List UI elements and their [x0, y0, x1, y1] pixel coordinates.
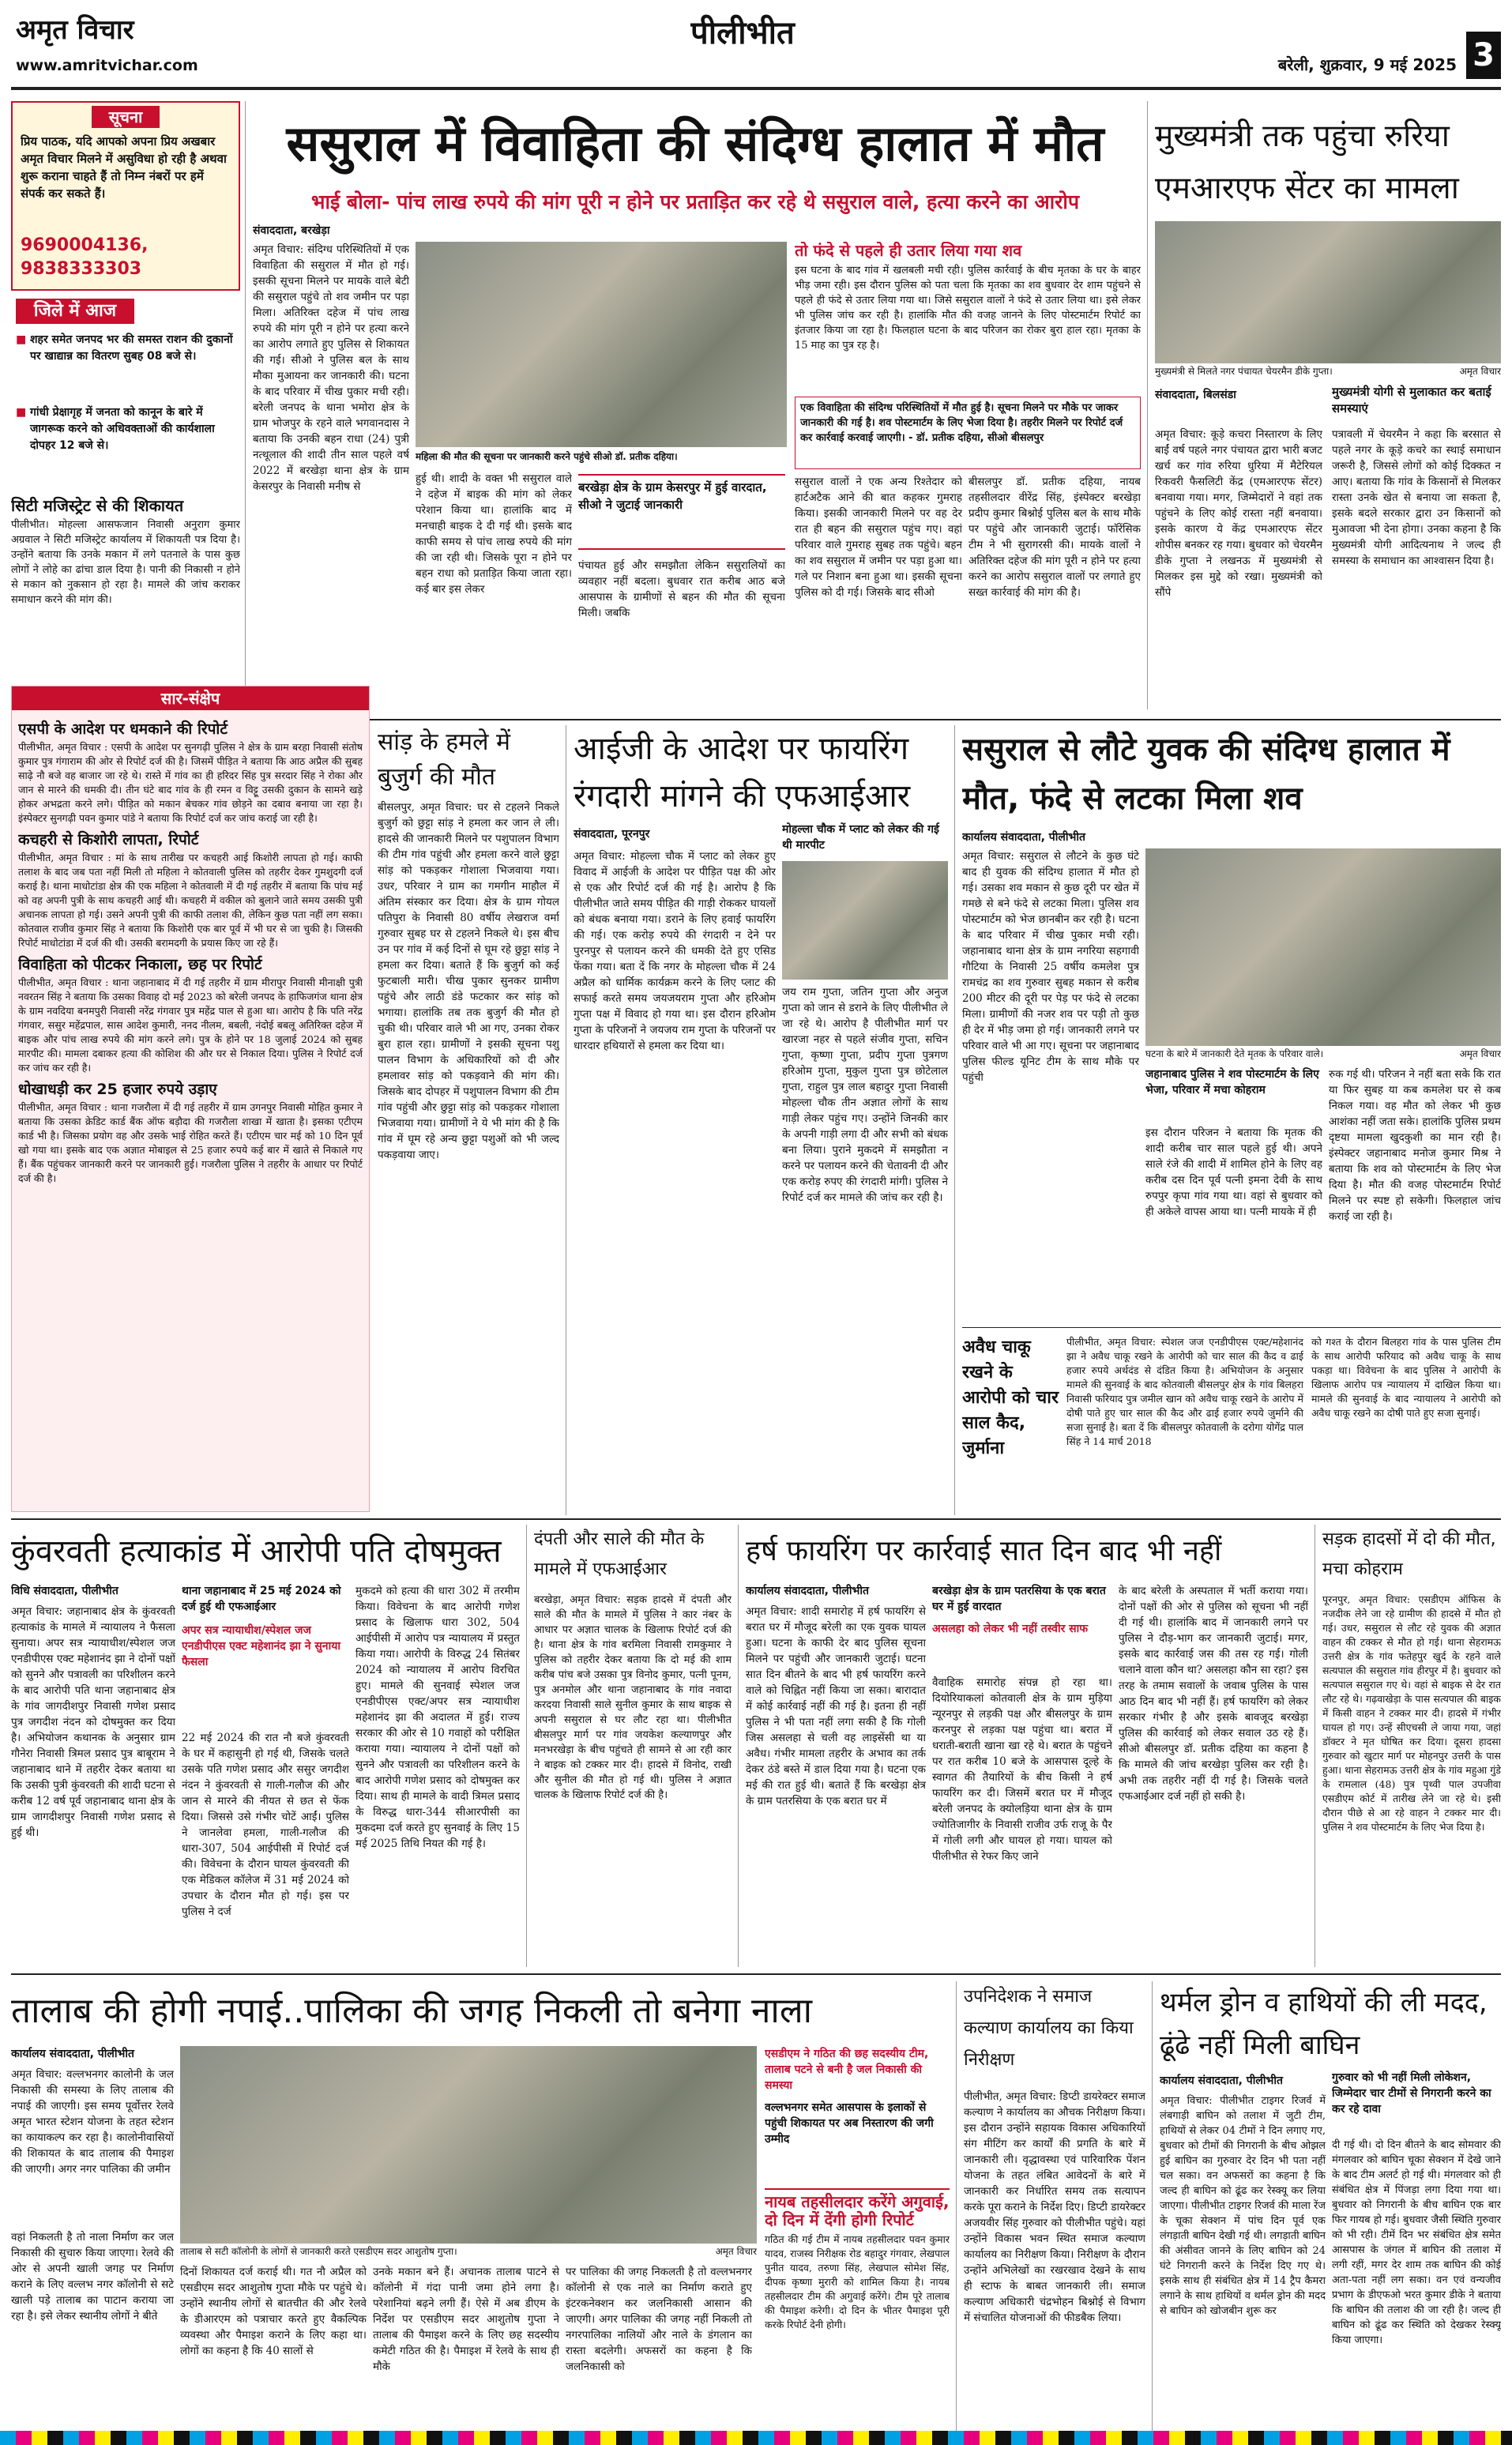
cm-photo-caption: मुख्यमंत्री से मिलते नगर पंचायत चेयरमैन डीके गुप्ता। — [1155, 366, 1333, 377]
lead-byline: संवाददाता, बरखेड़ा — [253, 224, 330, 237]
lead-column-5: बीसलपुर डॉ. प्रतीक दहिया, नायब तहसीलदार वीरेंद्र सिंह, इंस्पेक्टर बरखेड़ा प्रदीप कुमार बिश्नोई पुलिस बल के साथ मौके पर पहुंचे और जानकारी जुटाई। फॉरेंसिक टीम ने भी सुरागरसी की। मायके वालों ने अतिरिक्त दहेज की मांग पूरी न होने पर हत्या करने का आरोप ससुराल वालों पर लगाते हुए सख्त कार्रवाई की मांग की है। — [969, 476, 1141, 599]
notice-body: प्रिय पाठक, यदि आपको अपना प्रिय अखबार अमृत विचार मिलने में असुविधा हो रही है अथवा शुरू कराना चाहते हैं तो निम्न नंबरों पर हमें संपर्क कर सकते हैं। — [21, 134, 227, 201]
pond-report-text: गठित की गई टीम में नायब तहसीलदार पवन कुमार यादव, राजस्व निरीक्षक रोड बहादुर गंगवार, लेखपाल पुनीत यादव, तरुणा सिंह, लेखपाल सोमेश सिंह, दीपक कृष्णा मुरारी को शामिल किया है। नायब तहसीलदार टीम की अगुवाई करेंगे। टीम पूरे तालाब की पैमाइश करेगी। दो दिन के भीतर पैमाइश पूरी करके रिपोर्ट देनी होगी। — [765, 2233, 950, 2330]
ig-column-2: जय राम गुप्ता, जतिन गुप्ता और अनुज गुप्ता को जान से डराने के लिए पीलीभीत ले जा रहे थे। आरोप है पीलीभीत मार्ग पर खारजा नहर से पहले संजीव गुप्ता, सचिन गुप्ता, कृष्णा गुप्ता, प्रदीप गुप्ता पुत्रगण हरिओम गुप्ता, मुकुल गुप्ता पुत्र छोटेलाल गुप्ता, राहुल पुत्र लाल बहादुर गुप्ता निवासी मोहल्ला चौक तीन अज्ञात लोगों के साथ गाड़ी लेकर पहुंच गए। उन्होंने जिनकी कार के अपनी गाड़ी लगा दी और सभी को बंधक बना लिया। पुराने मुकदमे में समझौता न करने पर पलायन करने की चेतावनी दी और एक करोड़ रुपए की रंगदारी मांगी। पुलिस ने रिपोर्ट दर्ज कर मामले की जांच कर रही है। — [782, 986, 948, 1204]
pond-column-3: उनके मकान बने हैं। अचानक तालाब पाटने से कॉलोनी में गंदा पानी जमा होने लगा है। परेशानियां बढ़ने लगी हैं। ऐसे में अब डीएम के निर्देश पर एसडीएम सदर आशुतोष गुप्ता ने तालाब की पैमाइश करने के लिए छह सदस्यीय कमेटी गठित की है। पैमाइश में रेलवे के साथ ही मौके — [373, 2266, 559, 2373]
column-rule — [1152, 1981, 1153, 2436]
district-today-item — [16, 404, 235, 488]
column-rule — [738, 1525, 739, 1967]
youth-headline: ससुराल से लौटे युवक की संदिग्ध हालात में मौत, फंदे से लटका मिला शव — [962, 732, 1450, 817]
road-headline: सड़क हादसों में दो की मौत, मचा कोहराम — [1322, 1529, 1496, 1579]
ig-headline: आईजी के आदेश पर फायरिंग रंगदारी मांगने की एफआईआर — [574, 731, 911, 814]
harsh-column-3: के बाद बरेली के अस्पताल में भर्ती कराया गया। दोनों पक्षों की ओर से पुलिस को सूचना भी नहीं दी गई थी। हालांकि बाद में जानकारी लगने पर पुलिस ने दौड़-भाग कर जानकारी जुटाई। मगर, इसके बाद कार्रवाई जस की तस रह गई। गोली चलाने वाला कौन था? असलहा कौन सा रहा? इस तरह के तमाम सवालों के जवाब पुलिस के पास आठ दिन बाद भी नहीं हैं। हर्ष फायरिंग को लेकर सरकार गंभीर है और इसके बावजूद बरखेड़ा पुलिस की कार्रवाई को लेकर सवाल उठ रहे हैं। सीओ बीसलपुर डॉ. प्रतीक दहिया का कहना है कि मामले की जांच बरखेड़ा पुलिस कर रही है। अभी तक तहरीर नहीं दी गई है। जिसके चलते एफआईआर दर्ज नहीं हो सकी है। — [1119, 1585, 1308, 1803]
kunwarvati-headline: कुंवरवती हत्याकांड में आरोपी पति दोषमुक्त — [11, 1533, 502, 1570]
notice-title: सूचना — [92, 106, 160, 128]
arms-headline: अवैध चाकू रखने के आरोपी को चार साल कैद, जुर्माना — [962, 1337, 1059, 1458]
cm-column-2: पत्रावली में चेयरमैन ने कहा कि बरसात से पहले नगर के कूड़े कचरे का स्थाई समाधान जरूरी है, जिससे लोगों को कोई दिक्कत न आए। बताया कि गांव के किसानों से मिलकर रास्ता उनके खेत से बनाया जा सकता है, इसके बदले सरकार द्वारा उन किसानों को मुआवजा भी देना होगा। उनका कहना है कि मुख्यमंत्री योगी आदित्यनाथ ने जल्द ही समस्या के समाधान का आश्वासन दिया है। — [1332, 428, 1501, 567]
kunwarvati-byline: विधि संवाददाता, पीलीभीत — [11, 1585, 118, 1597]
youth-photo-caption: घटना के बारे में जानकारी देते मृतक के परिवार वाले। — [1145, 1048, 1324, 1059]
harsh-pull-2: असलहा को लेकर भी नहीं तस्वीर साफ — [932, 1623, 1089, 1635]
website-link[interactable]: www.amritvichar.com — [16, 57, 198, 74]
pond-photo — [180, 2046, 757, 2244]
welfare-text: पीलीभीत, अमृत विचार: डिप्टी डायरेक्टर समाज कल्याण ने कार्यालय का औचक निरीक्षण किया। इस दौरान उन्होंने सहायक विकास अधिकारियों संग मीटिंग कर कार्यों की प्रगति के बारे में जानकारी ली। वृद्धावस्था एवं पारिवारिक पेंशन योजना के तहत लंबित आवेदनों के बारे में जानकारी कर निर्धारित समय तक सत्यापन करके पूरा कराने के निर्देश दिए। डिप्टी डायरेक्टर अजयवीर सिंह गुरुवार को पीलीभीत पहुंचे। यहां उन्होंने विकास भवन स्थित समाज कल्याण कार्यालय का निरीक्षण किया। निरीक्षण के दौरान उन्होंने अभिलेखों का रखरखाव देखने के साथ ही स्टाफ के बाबत जानकारी ली। समाज कल्याण अधिकारी चंद्रभोहन बिश्नोई से विभाग में संचालित योजनाओं की फीडबैक लिया। — [964, 2090, 1145, 2324]
ig-pull: मोहल्ला चौक में प्लाट को लेकर की गई थी मारपीट — [782, 823, 939, 852]
briefs-list — [18, 715, 363, 1505]
pond-report-headline: नायब तहसीलदार करेंगे अगुवाई, दो दिन में देंगी होगी रिपोर्ट — [765, 2192, 950, 2229]
masthead — [11, 8, 1501, 96]
pond-headline: तालाब की होगी नपाई..पालिका की जगह निकली तो बनेगा नाला — [11, 1991, 813, 2031]
column-rule — [526, 1525, 527, 1967]
color-bar — [0, 2431, 1512, 2445]
brief-text: पीलीभीत, अमृत विचार : थाना गजरौला में दी गई तहरीर में ग्राम उगनपुर निवासी मोहित कुमार ने बताया कि उसका क्रेडिट कार्ड बैंक ऑफ बड़ौदा की गजरौला शाखा में खाता है। इसका एटीएम कार्ड भी है। जिसका प्रयोग वह और उसके भाई रोहित करते हैं। एटीएम चार मई को 10 दिन पूर्व खो गया था। इसके बाद एक अज्ञात मोबाइल से 25 हजार रुपये कई बार में खाते से निकाले गए हैं। बैंक पहुंचकर जानकारी करने पर जानकारी हुई। गजरौला पुलिस ने तहरीर के आधार पर रिपोर्ट दर्ज की है। — [18, 1101, 363, 1184]
tigress-column-2: दी गई थी। दो दिन बीतने के बाद सोमवार की मंगलवार को बाघिन चूका सेक्शन में देखे जाने के बाद टीम अलर्ट हो गई थी। मंगलवार को ही संबंधित क्षेत्र में पिंजड़ा लगा दिया गया था। बुधवार को निगरानी के बीच बाघिन एक बार फिर गायब हो गई। बुधवार जैसी स्थिति गुरुवार को भी रही। टीमें दिन भर संबंधित क्षेत्र समेत आसपास के जंगल में बाघिन की तलाश में लगी रहीं, मगर देर शाम तक बाघिन की कोई अता-पता नहीं लग सका। वन एवं वन्यजीव प्रभाग के डीएफओ भरत कुमार डीके ने बताया कि बाघिन की तलाश की जा रही है। जल्द ही बाघिन को ढूंढ कर स्थिति को देखकर रेस्क्यू किया जाएगा। — [1332, 2139, 1501, 2346]
brief-headline: विवाहिता को पीटकर निकाला, छह पर रिपोर्ट — [18, 956, 262, 973]
brief-text: पीलीभीत, अमृत विचार : मां के साथ तारीख पर कचहरी आई किशोरी लापता हो गई। काफी तलाश के बाद जब पता नहीं मिली तो महिला ने कोतवाली पुलिस को तहरीर देकर गुमशुदगी दर्ज कराई है। थाना माधोटांडा क्षेत्र की एक महिला ने कोतवाली में दी गई तहरीर में बताया कि पांच मई को वह अपनी पुत्री के साथ कचहरी आई थी। कचहरी में वकील को बुलाने जाते समय उसकी पुत्री अचानक लापता हो गई। उसने अपनी पुत्री की काफी तलाश की, लेकिन कुछ पता नहीं लग सका। कोतवाल राजीव कुमार सिंह ने बताया कि किशोरी एक बार पूर्व में भी घर से जा चुकी है। जिसकी रिपोर्ट माधोटांडा में दर्ज की थी। उसकी बरामदगी के प्रयास किए जा रहे हैं। — [18, 852, 363, 949]
brief-headline: सिटी मजिस्ट्रेट से की शिकायत — [11, 496, 184, 515]
youth-photo-credit: अमृत विचार — [1459, 1048, 1501, 1059]
column-rule — [1147, 101, 1148, 709]
pond-column-4: पर पालिका की जगह निकलती है तो वल्लभनगर कॉलोनी से एक नाले का निर्माण कराते हुए इंटरकनेक्शन कर जलनिकासी आसान की जाएगी। अगर पालिका की जगह नहीं निकली तो नगरपालिका नालियों और नाले के डंगलान का रास्ता बदलेगी। अफसरों का कहना है कि जलनिकासी को — [566, 2266, 752, 2373]
pond-pull-2: वल्लभनगर समेत आसपास के इलाकों से पहुंची शिकायत पर अब निस्तारण की जगी उम्मीद — [765, 2101, 934, 2146]
brief-text: पीलीभीत, अमृत विचार : एसपी के आदेश पर सुनगढ़ी पुलिस ने क्षेत्र के ग्राम बरहा निवासी संतोष कुमार पुत्र गंगाराम की ओर से रिपोर्ट दर्ज की है। जिसमें पीड़ित ने बताया कि आठ अप्रैल की सुबह साढ़े नौ बजे वह बाजार जा रहे थे। रास्ते में गांव का ही हरिदर सिंह पुत्र सरदार सिंह ने रोका और जान से मारने की धमकी दी। तीन घंटे बाद गांव के ही रमन व विट्टू उसकी दुकान के सामने खड़े होकर अभद्रता करने लगे। पीड़ित को मकान बेचकर गांव छोड़ने का दबाव बनाया जा रहा है। इंस्पेक्टर सुनगढ़ी पवन कुमार पांडे ने बताया कि रिपोर्ट दर्ज कर जांच कराई जा रही है। — [18, 741, 363, 824]
column-rule — [956, 1981, 957, 2436]
arms-column-1: पीलीभीत, अमृत विचार: स्पेशल जज एनडीपीएस एक्ट/महेशानंद झा ने अवैध चाकू रखने के आरोपी को चार साल की कैद व ढाई हजार रुपये अर्थदंड से दंडित किया है। अभियोजन के अनुसार मामले की सुनवाई के बाद कोतवाली बीसलपुर क्षेत्र के गांव बिलहरा निवासी फरियाद पुत्र जमील खान को अवैध चाकू रखने के आरोप में दोषी पाते हुए चार साल की कैद और ढाई हजार रुपये जुर्माने की सजा सुनाई है। बता दें कि बीसलपुर कोतवाली के दरोगा योगेंद्र पाल सिंह ने 14 मार्च 2018 — [1066, 1336, 1303, 1447]
kunwarvati-pull-2: अपर सत्र न्यायाधीश/स्पेशल जज एनडीपीएस एक्ट महेशानंद झा ने सुनाया फैसला — [182, 1624, 340, 1668]
briefs-title: सार-संक्षेप — [12, 686, 369, 710]
harsh-pull-1: बरखेड़ा क्षेत्र के ग्राम पतरसिया के एक बरात घर में हुई वारदात — [932, 1585, 1106, 1613]
tigress-byline: कार्यालय संवाददाता, पीलीभीत — [1160, 2074, 1283, 2087]
tigress-pull: गुरुवार को भी नहीं मिली लोकेशन, जिम्मेदार चार टीमों से निगरानी करने का कर रहे दावा — [1332, 2071, 1491, 2116]
pond-pulls — [765, 2046, 950, 2180]
lead-pull: बरखेड़ा क्षेत्र के ग्राम केसरपुर में हुई वारदात, सीओ ने जुटाई जानकारी — [578, 474, 785, 550]
lead-column-1: अमृत विचार: संदिग्ध परिस्थितियों में एक विवाहिता की ससुराल में मौत हो गई। इसकी सूचना मिलने पर मायके वाले बेटी की ससुराल पहुंचे तो शव जमीन पर पड़ा मिला। अतिरिक्त दहेज में पांच लाख रुपये की मांग पूरी न होने पर हत्या करने का आरोप लगाते हुए पुलिस से शिकायत की गई। सीओ ने पुलिस बल के साथ मौका मुआयना कर जानकारी की। घटना के बाद परिवार में चीख पुकार मची रही। बरेली जनपद के थाना भमोरा क्षेत्र के ग्राम भोजपुर के रहने वाले भगवानदास ने बताया कि उनकी बहन राधा (24) पुत्री नत्थूलाल की शादी तीन साल पहले वर्ष 2022 में बरखेड़ा थाना क्षेत्र के ग्राम केसरपुर के निवासी मनीष से — [253, 243, 409, 493]
pond-column-1b: वहां निकलती है तो नाला निर्माण कर जल निकासी की सुचारु किया जाएगा। रेलवे की ओर से अपनी खाली जगह पर निर्माण कराने के लिए वल्लभ नगर कॉलोनी से सटे खाली पड़े तालाब का पाटान कराया जा रहा है। इसे लेकर स्थानीय लोगों ने बीते — [11, 2231, 174, 2323]
harsh-headline: हर्ष फायरिंग पर कार्रवाई सात दिन बाद भी नहीं — [746, 1535, 1222, 1567]
lead-column-4: ससुराल वालों ने एक अन्य रिश्तेदार को हार्टअटैक आने की बात कहकर गुमराह किया। इसकी जानकारी मिलने पर वह देर रात ही बहन की ससुराल पहुंच गए। वहां परिवार वाले गुमराह सुबह तक पहुंचे। बहन का शव ससुराल में जमीन पर पड़ा हुआ था। गले पर निशान बना हुआ था। इसकी सूचना पुलिस को दी गई। जिसके बाद सीओ — [795, 476, 962, 599]
lead-quote: एक विवाहिता की संदिग्ध परिस्थितियों में मौत हुई है। सूचना मिलने पर मौके पर जाकर जानकारी की गई है। शव पोस्टमार्टम के लिए भेजा दिया है। तहरीर मिलने पर रिपोर्ट दर्ज कर कार्रवाई करवाई जाएगी। - डॉ. प्रतीक दहिया, सीओ बीसलपुर — [795, 397, 1141, 469]
brief-text: पीलीभीत, अमृत विचार : थाना जहानाबाद में दी गई तहरीर में ग्राम मीरापुर निवासी मीनाक्षी पुत्री नवरतन सिंह ने बताया कि उसका विवाह दो मई 2023 को बरेली जनपद के हाफिजगंज थाना क्षेत्र के ग्राम नवदिया बनमपुरी निवासी नरेंद्र गंगवार पुत्र महेंद्र पाल से हुआ था। आरोप है कि पति नरेंद्र गंगवार, ससुर महेंद्रपाल, सास आदेश कुमारी, ननद नीलम, बबली, नंदोई बबलू अतिरिक्त दहेज में बाइक और पांच लाख रुपये की मांग करने लगे। पुत्र के होने पर 18 जुलाई 2024 को सुबह मारपीट की। मामला दबाकर हत्या की कोशिश की और घर से निकाल दिया। पुलिस ने रिपोर्ट दर्ज कर जांच कर रही है। — [18, 976, 363, 1074]
welfare-headline: उपनिदेशक ने समाज कल्याण कार्यालय का किया निरीक्षण — [964, 1987, 1134, 2070]
briefs-box — [11, 686, 370, 1512]
lead-sidebar-head: तो फंदे से पहले ही उतार लिया गया शव — [795, 242, 1022, 260]
column-rule — [954, 725, 955, 1515]
brief-item — [18, 954, 363, 1075]
section-rule — [962, 1327, 1501, 1328]
lead-subhead: भाई बोला- पांच लाख रुपये की मांग पूरी न होने पर प्रताड़ित कर रहे थे ससुराल वाले, हत्या करने का आरोप — [310, 190, 1080, 213]
youth-column-2: इस दौरान परिजन ने बताया कि मृतक की शादी करीब चार साल पहले हुई थी। अपने साले रंजे की शादी में शामिल होने के लिए वह करीब दस दिन पूर्व पत्नी इमना देवी के साथ रुपपुर कृपा गांव गया था। वहां से बुधवार को ही अकेले वापस आया था। पत्नी मायके में ही — [1145, 1127, 1322, 1218]
pond-report-box — [765, 2188, 950, 2435]
cm-pull: मुख्यमंत्री योगी से मुलाकात कर बताई समस्याएं — [1332, 385, 1491, 416]
section-rule — [11, 1973, 1501, 1975]
cm-headline: मुख्यमंत्री तक पहुंचा रुरिया एमआरएफ सेंटर का मामला — [1155, 118, 1459, 206]
harsh-byline: कार्यालय संवाददाता, पीलीभीत — [746, 1585, 869, 1597]
masthead-logo: अमृत विचार — [16, 14, 134, 46]
cm-photo-credit: अमृत विचार — [1459, 366, 1501, 377]
brief-headline: एसपी के आदेश पर धमकाने की रिपोर्ट — [18, 720, 228, 738]
ig-column-1: अमृत विचार: मोहल्ला चौक में प्लाट को लेकर हुए विवाद में आईजी के आदेश पर पीड़ित पक्ष की ओर से एक और रिपोर्ट दर्ज की गई है। आरोप है कि पीलीभीत जाते समय पीड़ित की गाड़ी रोककर घायलों को बंधक बनाया गया। डराने के लिए हवाई फायरिंग की गई। एक करोड़ रुपये की रंगदारी न देने पर पुरनपुर से पलायन करने की धमकी देते हुए एसिड फेंका गया। बता दें कि नगर के मोहल्ला चौक में 24 अप्रैल को धार्मिक कार्यक्रम करने के लिए प्लाट की सफाई करते समय जयजयराम गुप्ता और हरिओम गुप्ता पक्ष में विवाद हो गया था। इस दौरान हरिओम गुप्ता के परिजनों ने जयजय राम गुप्ता के परिजनों पर धारदार हथियारों से हमला कर दिया था। — [574, 850, 776, 1052]
couple-text: बरखेड़ा, अमृत विचार: सड़क हादसे में दंपती और साले की मौत के मामले में पुलिस ने कार नंबर के आधार पर अज्ञात चालक के खिलाफ रिपोर्ट दर्ज की है। थाना क्षेत्र के गांव बरमिला निवासी रामकुमार ने पुलिस को तहरीर देकर बताया कि दो मई की शाम करीब पांच बजे उसका पुत्र विनोद कुमार, पत्नी पूनम, पुत्र अनमोल और थाना जहानाबाद के गांव नवादा करदया निवासी साले सुनील कुमार के साथ बाइक से अपनी ससुराल से घर लौट रहा था। पीलीभीत बीसलपुर मार्ग पर गांव जयकेश कल्याणपुर और मनभरखेड़ा के बीच पहुंचते ही सामने से आ रही कार ने बाइक को टक्कर मार दी। हादसे में विनोद, राखी और सुनील की मौत हो गई थी। पुलिस ने अज्ञात चालक के खिलाफ रिपोर्ट दर्ज की है। — [534, 1594, 732, 1801]
lead-headline: ससुराल में विवाहिता की संदिग्ध हालात में मौत — [286, 115, 1104, 172]
masthead-rule — [11, 87, 1501, 90]
print-registration-strip — [0, 2431, 1512, 2445]
lead-photo — [416, 242, 787, 447]
ig-photo — [782, 861, 948, 980]
kunwarvati-column-1: अमृत विचार: जहानाबाद क्षेत्र के कुंवरवती हत्याकांड के मामले में न्यायालय ने फैसला सुनाया। अपर सत्र न्यायाधीश/स्पेशल जज एनडीपीएस एक्ट महेशानंद झा ने दोनों पक्षों को सुनने और पत्रावली का परिशीलन करने के बाद आरोपी पति थाना जहानाबाद क्षेत्र के गांव जागदीशपुर निवासी गणेश प्रसाद पुत्र जगदीश नंदन को दोषमुक्त कर दिया है। अभियोजन कथानक के अनुसार ग्राम गौनेरा निवासी त्रिमल प्रसाद पुत्र बाबूराम ने जहानाबाद थाने में तहरीर देकर बताया था कि उसकी पुत्री कुंवरवती की शादी घटना से करीब 12 वर्ष पूर्व जहानाबाद थाना क्षेत्र के ग्राम जागदीशपुर निवासी गणेश प्रसाद से हुई थी। — [11, 1605, 175, 1839]
pond-photo-caption: तालाब से सटी कॉलोनी के लोगों से जानकारी करते एसडीएम सदर आशुतोष गुप्ता। — [180, 2246, 457, 2257]
page-number: 3 — [1466, 32, 1501, 79]
cm-photo — [1155, 221, 1501, 363]
brief-headline: कचहरी से किशोरी लापता, रिपोर्ट — [18, 831, 199, 848]
youth-pull: जहानाबाद पुलिस ने शव पोस्टमार्टम के लिए भेजा, परिवार में मचा कोहराम — [1145, 1068, 1319, 1096]
pond-column-1: अमृत विचार: वल्लभनगर कालोनी के जल निकासी की समस्या के लिए तालाब की नपाई की जाएगी। इस समय पूर्वोत्तर रेलवे अमृत भारत स्टेशन योजना के तहत स्टेशन का कायाकल्प कर रहा है। कालोनीवासियों की शिकायत के बाद तालाब की पैमाइश की जाएगी। अगर नगर पालिका की जमीन — [11, 2068, 174, 2176]
lead-photo-caption: महिला की मौत की सूचना पर जानकारी करने पहुंचे सीओ डॉ. प्रतीक दहिया। — [416, 451, 678, 462]
brief-headline: धोखाधड़ी कर 25 हजार रुपये उड़ाए — [18, 1081, 217, 1098]
couple-headline: दंपती और साले की मौत के मामले में एफआईआर — [534, 1529, 705, 1579]
cm-byline: संवाददाता, बिलसंडा — [1155, 389, 1236, 401]
youth-photo — [1145, 848, 1501, 1046]
road-text: पूरनपुर, अमृत विचार: एसडीएम ऑफिस के नजदीक लेने जा रहे ग्रामीण की हादसे में मौत हो गई। उधर, ससुराल से लौट रहे युवक की अज्ञात वाहन की टक्कर से मौत हो गई। थाना सेहरामऊ उत्तरी क्षेत्र के गांव फतेहपुर खुर्द के रहने वाले सत्यपाल की ससुराल गांव हीरपुर में है। बुधवार को सत्यपाल ससुराल गए थे। वहां से बाइक से देर रात लौट रहे थे। गढ़वाखेड़ा के पास सत्यपाल की बाइक में किसी वाहन ने टक्कर मार दी। हादसे में गंभीर घायल हो गए। उन्हें सीएचसी ले जाया गया, जहां डॉक्टर ने मृत घोषित कर दिया। दूसरा हादसा गुरुवार को खुटार मार्ग पर मोहनपुर उत्तरी के पास हुआ। थाना सेहरामऊ उत्तरी क्षेत्र के गांव महुआ गुंडे के रामलाल (48) पुत्र पृथ्वी पाल उपजीवा एसडीएम कोर्ट में तारीख लेने जा रहे थे। इसी दौरान पीछे से आ रहे वाहन ने टक्कर मार दी। पुलिस ने शव पोस्टमार्टम के लिए भेज दिया है। — [1322, 1593, 1501, 1833]
lead-column-2: हुई थी। शादी के वक्त भी ससुराल वाले ने दहेज में बाइक की मांग को लेकर परेशान किया था। हालांकि बाद में मनचाही बाइक दे दी गई थी। इसके बाद काफी समय से पांच लाख रुपये की मांग की जा रही थी। जिसके पूरा न होने पर बहन राधा को प्रताड़ित किया जाता रहा। कई बार इस लेकर — [416, 472, 572, 596]
district-today-text: शहर समेत जनपद भर की समस्त राशन की दुकानों पर खाद्यान्न का वितरण सुबह 08 बजे से। — [30, 333, 233, 363]
district-today-item — [16, 332, 235, 400]
bullet-icon: ■ — [16, 333, 27, 346]
city-name: पीलीभीत — [690, 15, 795, 51]
brief-item — [18, 718, 363, 826]
district-today-title: जिले में आज — [16, 299, 134, 324]
brief-city-magistrate — [11, 491, 240, 610]
brief-item — [18, 829, 363, 950]
notice-phones[interactable]: 9690004136, 9838333303 — [21, 235, 149, 279]
subscription-notice — [11, 101, 240, 291]
elderly-headline: सांड़ के हमले में बुजुर्ग की मौत — [378, 728, 510, 791]
arms-column-2: को गश्त के दौरान बिलहरा गांव के पास पुलिस टीम के साथ आरोपी फरियाद को अवैध चाकू के साथ पकड़ा था। विवेचना के बाद पुलिस ने आरोपी के खिलाफ आरोप पत्र न्यायालय में दाखिल किया था। मामले की सुनवाई के बाद न्यायालय ने आरोपी को अवैध चाकू रखने का दोषी पाते हुए सजा सुनाई। — [1311, 1336, 1501, 1419]
kunwarvati-column-2: 22 मई 2024 की रात नौ बजे कुंवरवती के घर में कहासुनी हो गई थी, जिसके चलते उसके पति गणेश प्रसाद और ससुर जगदीश नंदन ने कुंवरवती से गाली-गलौज की और जान से मारने की नीयत से छत से फेंक दिया। जिससे उसे गंभीर चोटें आईं। पुलिस ने जानलेवा हमला, गाली-गलौज की धारा-307, 504 आईपीसी में रिपोर्ट दर्ज की। विवेचना के दौरान घायल कुंवरवती की एक मेडिकल कॉलेज में 31 मई 2024 को उपचार के दौरान मौत हो गई। इस पर पुलिस ने दर्ज — [182, 1732, 349, 1918]
harsh-pulls — [932, 1583, 1112, 1670]
harsh-column-2: वैवाहिक समारोह संपन्न हो रहा था। दियोरियाकलां कोतवाली क्षेत्र के ग्राम मुड़िया न्यूरनपुर से लड़की पक्ष और बीसलपुर के ग्राम करनपुर से लड़का पक्ष पहुंचा था। बरात में धराती-बराती खाना खा रहे थे। बरात के पहुंचने पर रात करीब 10 बजे के आसपास दूल्हे के स्वागत की तैयारियों के बीच किसी ने हर्ष फायरिंग कर दी। जिसमें बरात घर में मौजूद बरेली जनपद के क्योलड़िया थाना क्षेत्र के ग्राम ज्योतिजागीर के निवासी राजीव उर्फ राजू के पैर में गोली लगी और घायल हो गया। घायल को पीलीभीत से रेफर किए जाने — [932, 1676, 1112, 1863]
cm-column-1: अमृत विचार: कूड़े कचरा निस्तारण के लिए बाईं वर्ष पहले नगर पंचायत द्वारा भारी बजट खर्च कर गांव रुरिया धुरिया में मैटेरियल रिकवरी फैसलिटी केंद्र (एमआरएफ सेंटर) बनवाया गया। मगर, जिम्मेदारों ने वहां तक पहुंचने के लिए कोई रास्ता नहीं बनवाया। इसके कारण ये केंद्र एमआरएफ सेंटर शोपीस बनकर रह गया। बुधवार को चेयरमैन डीके गुप्ता ने लखनऊ में मुख्यमंत्री से मिलकर इस मुद्दे को रखा। मुख्यमंत्री को सौंपे — [1155, 428, 1322, 599]
youth-column-1: अमृत विचार: ससुराल से लौटने के कुछ घंटे बाद ही युवक की संदिग्ध हालात में मौत हो गई। उसका शव मकान से कुछ दूरी पर खेत में गमछे से बने फंदे से लटका मिला। पुलिस शव पोस्टमार्टम को भेज छानबीन कर रही है। घटना के बाद परिवार में चीख पुकार मची रही। जहानाबाद थाना क्षेत्र के ग्राम नगरिया सहगावी गौटिया के निवासी 25 वर्षीय कमलेश पुत्र रामचंद्र का शव गुरुवार सुबह मकान से करीब 200 मीटर की दूरी पर पेड़ पर फंदे से लटका मिला। ग्रामीणों की नजर शव पर पड़ी तो कुछ ही देर में भीड़ जमा हो गई। जानकारी लगने पर परिवार वाले भी आ गए। सूचना पर जहानाबाद पुलिस फील्ड यूनिट टीम के साथ मौके पर पहुंची — [962, 850, 1139, 1084]
section-rule — [11, 1518, 1501, 1520]
youth-column-3: रुक गई थी। परिजन ने नहीं बता सके कि रात या फिर सुबह या कब कमलेश घर से कब निकल गया। वह मौत को लेकर भी कुछ आशंका नहीं जता सके। हालांकि पुलिस प्रथम दृष्टया मामला खुदकुशी का मान रही है। इंस्पेक्टर जहानाबाद मनोज कुमार मिश्र ने बताया कि शव को पोस्टमार्टम के लिए भेज दिया है। मौत की वजह पोस्टमार्टम रिपोर्ट मिलने पर स्पष्ट हो सकेगी। फिलहाल जांच कराई जा रही है। — [1329, 1068, 1501, 1223]
district-today — [11, 299, 240, 488]
youth-byline: कार्यालय संवाददाता, पीलीभीत — [962, 831, 1085, 844]
bullet-icon: ■ — [16, 406, 27, 419]
section-rule — [253, 719, 1501, 720]
tigress-column-1: अमृत विचार: पीलीभीत टाइगर रिजर्व में लंबगाड़ी बाघिन को तलाश में जुटी टीम, हाथियों से लेकर 04 टीमों ने दिन लगाए गए, बुधवार को टीमों की निगरानी के बीच ओझल हुई बाघिन का गुरुवार देर दिन भी पता नहीं चल सका। वन अफसरों का कहना है कि जल्द ही बाघिन को ढूंढ कर रेस्क्यू कर लिया जाएगा। पीलीभीत टाइगर रिजर्व की माला रेंज के चूका सेक्शन में पांच दिन पूर्व एक लंगड़ाती बाघिन देखी गई थी। लगड़ाती बाघिन की अंसीवत जानने के लिए बाघिन को 24 घंटे निगरानी करने के निर्देश दिए गए थे। इसके साथ ही संबंधित क्षेत्र में 14 ट्रैप कैमरा लगाने के साथ हाथियों व थर्मल ड्रोन की मदद से बाघिन को खोजबीन शुरू कर — [1160, 2095, 1326, 2317]
dateline: बरेली, शुक्रवार, 9 मई 2025 — [1277, 55, 1457, 74]
kunwarvati-pull-1: थाना जहानाबाद में 25 मई 2024 को दर्ज हुई थी एफआईआर — [182, 1585, 341, 1613]
lead-column-3: पंचायत हुई और समझौता लेकिन ससुरालियों का व्यवहार नहीं बदला। बुधवार रात करीब आठ बजे आसपास के ग्रामीणों से बहन की मौत की सूचना मिली। जबकि — [578, 559, 785, 619]
kunwarvati-column-3: मुकदमे को हत्या की धारा 302 में तरमीम किया। विवेचना के बाद आरोपी गणेश प्रसाद के खिलाफ धारा 302, 504 आईपीसी में आरोप पत्र न्यायालय में प्रस्तुत किया गया। आरोपी के विरुद्ध 24 सितंबर 2024 को न्यायालय में आरोप विरचित हुए। मामले की सुनवाई स्पेशल जज एनडीपीएस एक्ट/अपर सत्र न्यायाधीश महेशानंद झा की अदालत में हुई। राज्य सरकार की ओर से 10 गवाहों को परीक्षित कराया गया। न्यायालय ने दोनों पक्षों को सुनने और पत्रावली का परिशीलन करने के बाद आरोपी गणेश प्रसाद को दोषमुक्त कर दिया। साथ ही मामले के वादी त्रिमल प्रसाद के विरुद्ध धारा-344 सीआरपीसी का मुकदमा दर्ज करते हुए सुनवाई के लिए 15 मई 2025 तिथि नियत की गई है। — [355, 1585, 520, 1850]
pond-photo-credit: अमृत विचार — [715, 2246, 757, 2257]
lead-sidebar-text: इस घटना के बाद गांव में खलबली मची रही। पुलिस कार्रवाई के बीच मृतका के घर के बाहर भीड़ जमा रही। इस दौरान पुलिस को पता चला कि मृतका का शव बुधवार देर शाम पहुंचने से पहले ही फंदे से उतार लिया गया था। जिसे ससुराल वालों ने फंदे से उतार लिया था। इसे लेकर भी पुलिस जांच कर रही है। हालांकि मौत की वजह जानने के लिए पोस्टमार्टम रिपोर्ट का इंतजार किया जा रहा है। फिलहाल घटना के बाद परिजन का रोकर बुरा हाल रहा। मृतका के 15 माह का पुत्र रह है। — [795, 265, 1141, 352]
harsh-column-1: अमृत विचार: शादी समारोह में हर्ष फायरिंग से बरात घर में मौजूद बरेली का एक युवक घायल हुआ। घटना के काफी देर बाद पुलिस सूचना मिलने पर पहुंची और जानकारी जुटाई। घटना सात दिन बीतने के बाद भी हर्ष फायरिंग करने वाले को चिह्नित नहीं किया जा सका। बारादात में कोई कार्रवाई नहीं की गई है। इतना ही नहीं पुलिस ने भी पता नहीं लगा सकी है कि गोली जिस असलहा से चली वह लाइसेंसी था या अवैध। गंभीर मामला तहरीर के अभाव का तर्क देकर ठंडे बस्ते में डाल दिया गया है। घटना एक मई की रात हुई थी। बताते हैं कि बरखेड़ा क्षेत्र के ग्राम पतरसिया के एक बरात घर में — [746, 1605, 926, 1807]
brief-text: पीलीभीत। मोहल्ला आसफजान निवासी अनुराग कुमार अग्रवाल ने सिटी मजिस्ट्रेट कार्यालय में शिकायती पत्र दिया है। उन्होंने बताया कि उनके मकान में लगे पतनाले के पास कुछ लोगों ने लोहे का ढांचा डाल दिया है। पानी की निकासी न होने से मकान को नुकसान हो रहा है। मामले की जांच कराकर समाधान करने की मांग की। — [11, 519, 240, 606]
ig-byline: संवाददाता, पूरनपुर — [574, 828, 650, 841]
brief-item — [18, 1078, 363, 1186]
tigress-headline: थर्मल ड्रोन व हाथियों की ली मदद, ढूंढे नहीं मिली बाघिन — [1160, 1987, 1488, 2061]
pond-column-2: दिनों शिकायत दर्ज कराई थी। गत नौ अप्रैल को एसडीएम सदर आशुतोष गुप्ता मौके पर पहुंचे थे। उन्होंने स्थानीय लोगों से बातचीत की और रेलवे के डीआरएम को पत्राचार करते हुए वैकल्पिक व्यवस्था और पैमाइश कराने के लिए कहा था। लोगों का कहना है कि 40 सालों से — [180, 2266, 367, 2357]
elderly-text: बीसलपुर, अमृत विचार: घर से टहलने निकले बुजुर्ग को छुट्टा सांड़ ने हमला कर जान ले ली। हादसे की जानकारी मिलने पर पशुपालन विभाग की टीम गांव पहुंची और हमला करने वाले छुट्टा सांड़ को पकड़कर गोशाला भिजवाया गया। उधर, परिवार ने ग्राम का गमगीन माहौल में अंतिम संस्कार कर दिया। क्षेत्र के ग्राम गोयल पतिपुरा के निवासी 80 वर्षीय लेखराज वर्मा गुरुवार सुबह घर से टहलने निकले थे। इस बीच उन पर गांव में कई दिनों से घूम रहे छुट्टा सांड़ ने हमला कर दिया। बताते हैं कि बुजुर्ग को कई फुटबाली मारी। चीख पुकार सुनकर ग्रामीण पहुंचे और लाठी डंडे फटकार कर सांड़ को भगाया। हालांकि तब तक बुजुर्ग की मौत हो चुकी थी। परिवार वाले भी आ गए, उनका रोकर बुरा हाल रहा। ग्रामीणों ने इसकी सूचना पशु पालन विभाग के अधिकारियों को दी और हमलावर सांड़ को पकड़वाने की मांग की। जिसके बाद दोपहर में पशुपालन विभाग की टीम गांव पहुंची और छुट्टा सांड़ को पकड़कर गोशाला भिजवाया गया। ग्रामीणों ने ये भी मांग की है कि गांव में घूम रहे अन्य छुट्टा पशुओं को भी जल्द पकड़वाया जाए। — [378, 801, 559, 1161]
pond-byline: कार्यालय संवाददाता, पीलीभीत — [11, 2048, 134, 2060]
kunwarvati-pulls — [182, 1583, 349, 1725]
district-today-text: गांधी प्रेक्षागृह में जनता को कानून के बारे में जागरूक करने को अधिवक्ताओं की कार्यशाला दोपहर 12 बजे से। — [30, 406, 215, 452]
pond-pull-1: एसडीएम ने गठित की छह सदस्यीय टीम, तालाब पटने से बनी है जल निकासी की समस्या — [765, 2048, 929, 2092]
